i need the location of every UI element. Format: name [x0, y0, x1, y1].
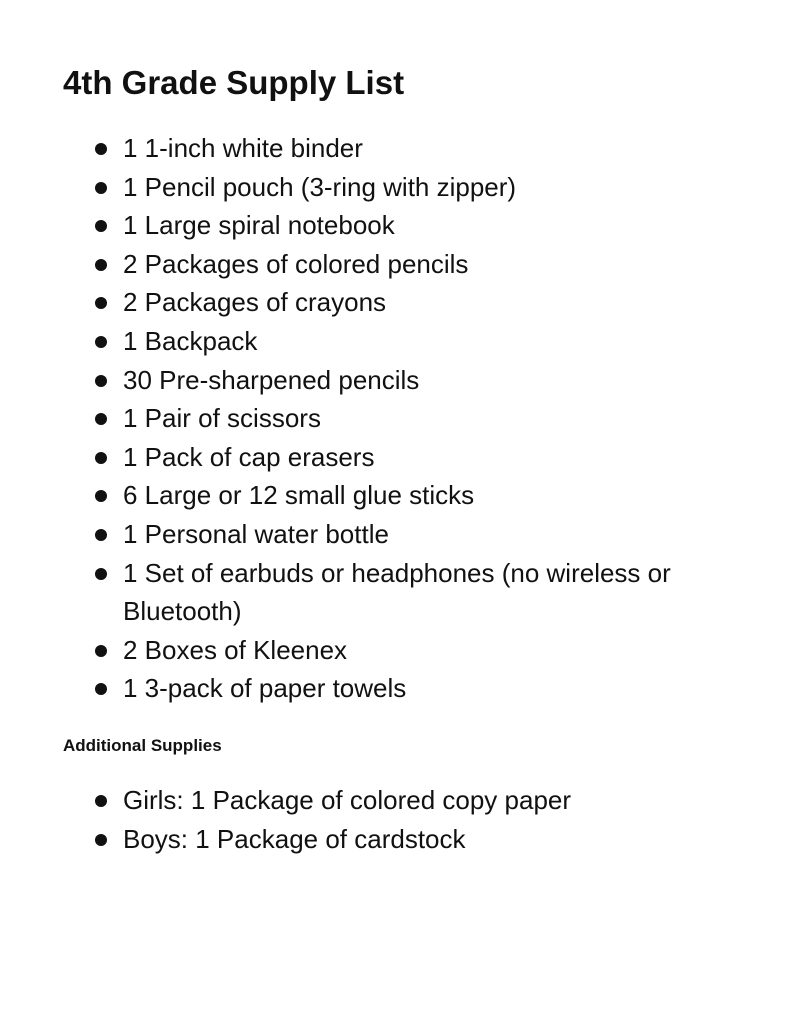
bullet-icon	[95, 297, 107, 309]
list-item	[0, 206, 763, 245]
list-item	[0, 476, 763, 515]
list-item-text: 2 Packages of colored pencils	[123, 248, 469, 279]
bullet-icon	[95, 645, 107, 657]
bullet-icon	[95, 529, 107, 541]
list-item	[0, 283, 763, 322]
bullet-icon	[95, 490, 107, 502]
list-item-text: 2 Boxes of Kleenex	[123, 634, 348, 665]
list-item	[0, 631, 763, 670]
list-item-text: 6 Large or 12 small glue sticks	[123, 480, 475, 511]
list-item-text: 1 Personal water bottle	[123, 518, 389, 549]
list-item	[0, 554, 763, 631]
bullet-icon	[95, 375, 107, 387]
bullet-icon	[95, 834, 107, 846]
page-title: 4th Grade Supply List	[63, 64, 405, 101]
list-item	[0, 399, 763, 438]
list-item	[0, 438, 763, 477]
bullet-icon	[95, 259, 107, 271]
additional-supplies-heading: Additional Supplies	[63, 736, 222, 755]
list-item-text: 1 Large spiral notebook	[123, 210, 395, 241]
list-item	[0, 322, 763, 361]
list-item-text: 30 Pre-sharpened pencils	[123, 364, 420, 395]
bullet-icon	[95, 452, 107, 464]
supply-list	[0, 129, 763, 708]
bullet-icon	[95, 568, 107, 580]
bullet-icon	[95, 143, 107, 155]
list-item	[0, 361, 763, 400]
list-item	[0, 129, 763, 168]
list-item-text: Boys: 1 Package of cardstock	[123, 823, 466, 854]
list-item-text: 1 Pencil pouch (3-ring with zipper)	[123, 171, 517, 202]
bullet-icon	[95, 413, 107, 425]
bullet-icon	[95, 336, 107, 348]
list-item-text: 1 Pack of cap erasers	[123, 441, 375, 472]
list-item	[0, 669, 763, 708]
list-item-text: Girls: 1 Package of colored copy paper	[123, 785, 572, 815]
bullet-icon	[95, 795, 107, 807]
bullet-icon	[95, 182, 107, 194]
list-item	[0, 168, 763, 207]
list-item-text: 1 1-inch white binder	[123, 133, 363, 163]
list-item	[0, 820, 763, 859]
list-item	[0, 781, 763, 820]
list-item-text: 1 3-pack of paper towels	[123, 673, 407, 704]
list-item-text: 1 Set of earbuds or headphones (no wireless or Bluetooth)	[123, 557, 671, 627]
list-item-text: 2 Packages of crayons	[123, 287, 387, 318]
list-item	[0, 245, 763, 284]
list-item-text: 1 Pair of scissors	[123, 403, 321, 434]
bullet-icon	[95, 220, 107, 232]
bullet-icon	[95, 683, 107, 695]
list-item-text: 1 Backpack	[123, 325, 258, 356]
additional-supply-list	[0, 781, 763, 858]
list-item	[0, 515, 763, 554]
